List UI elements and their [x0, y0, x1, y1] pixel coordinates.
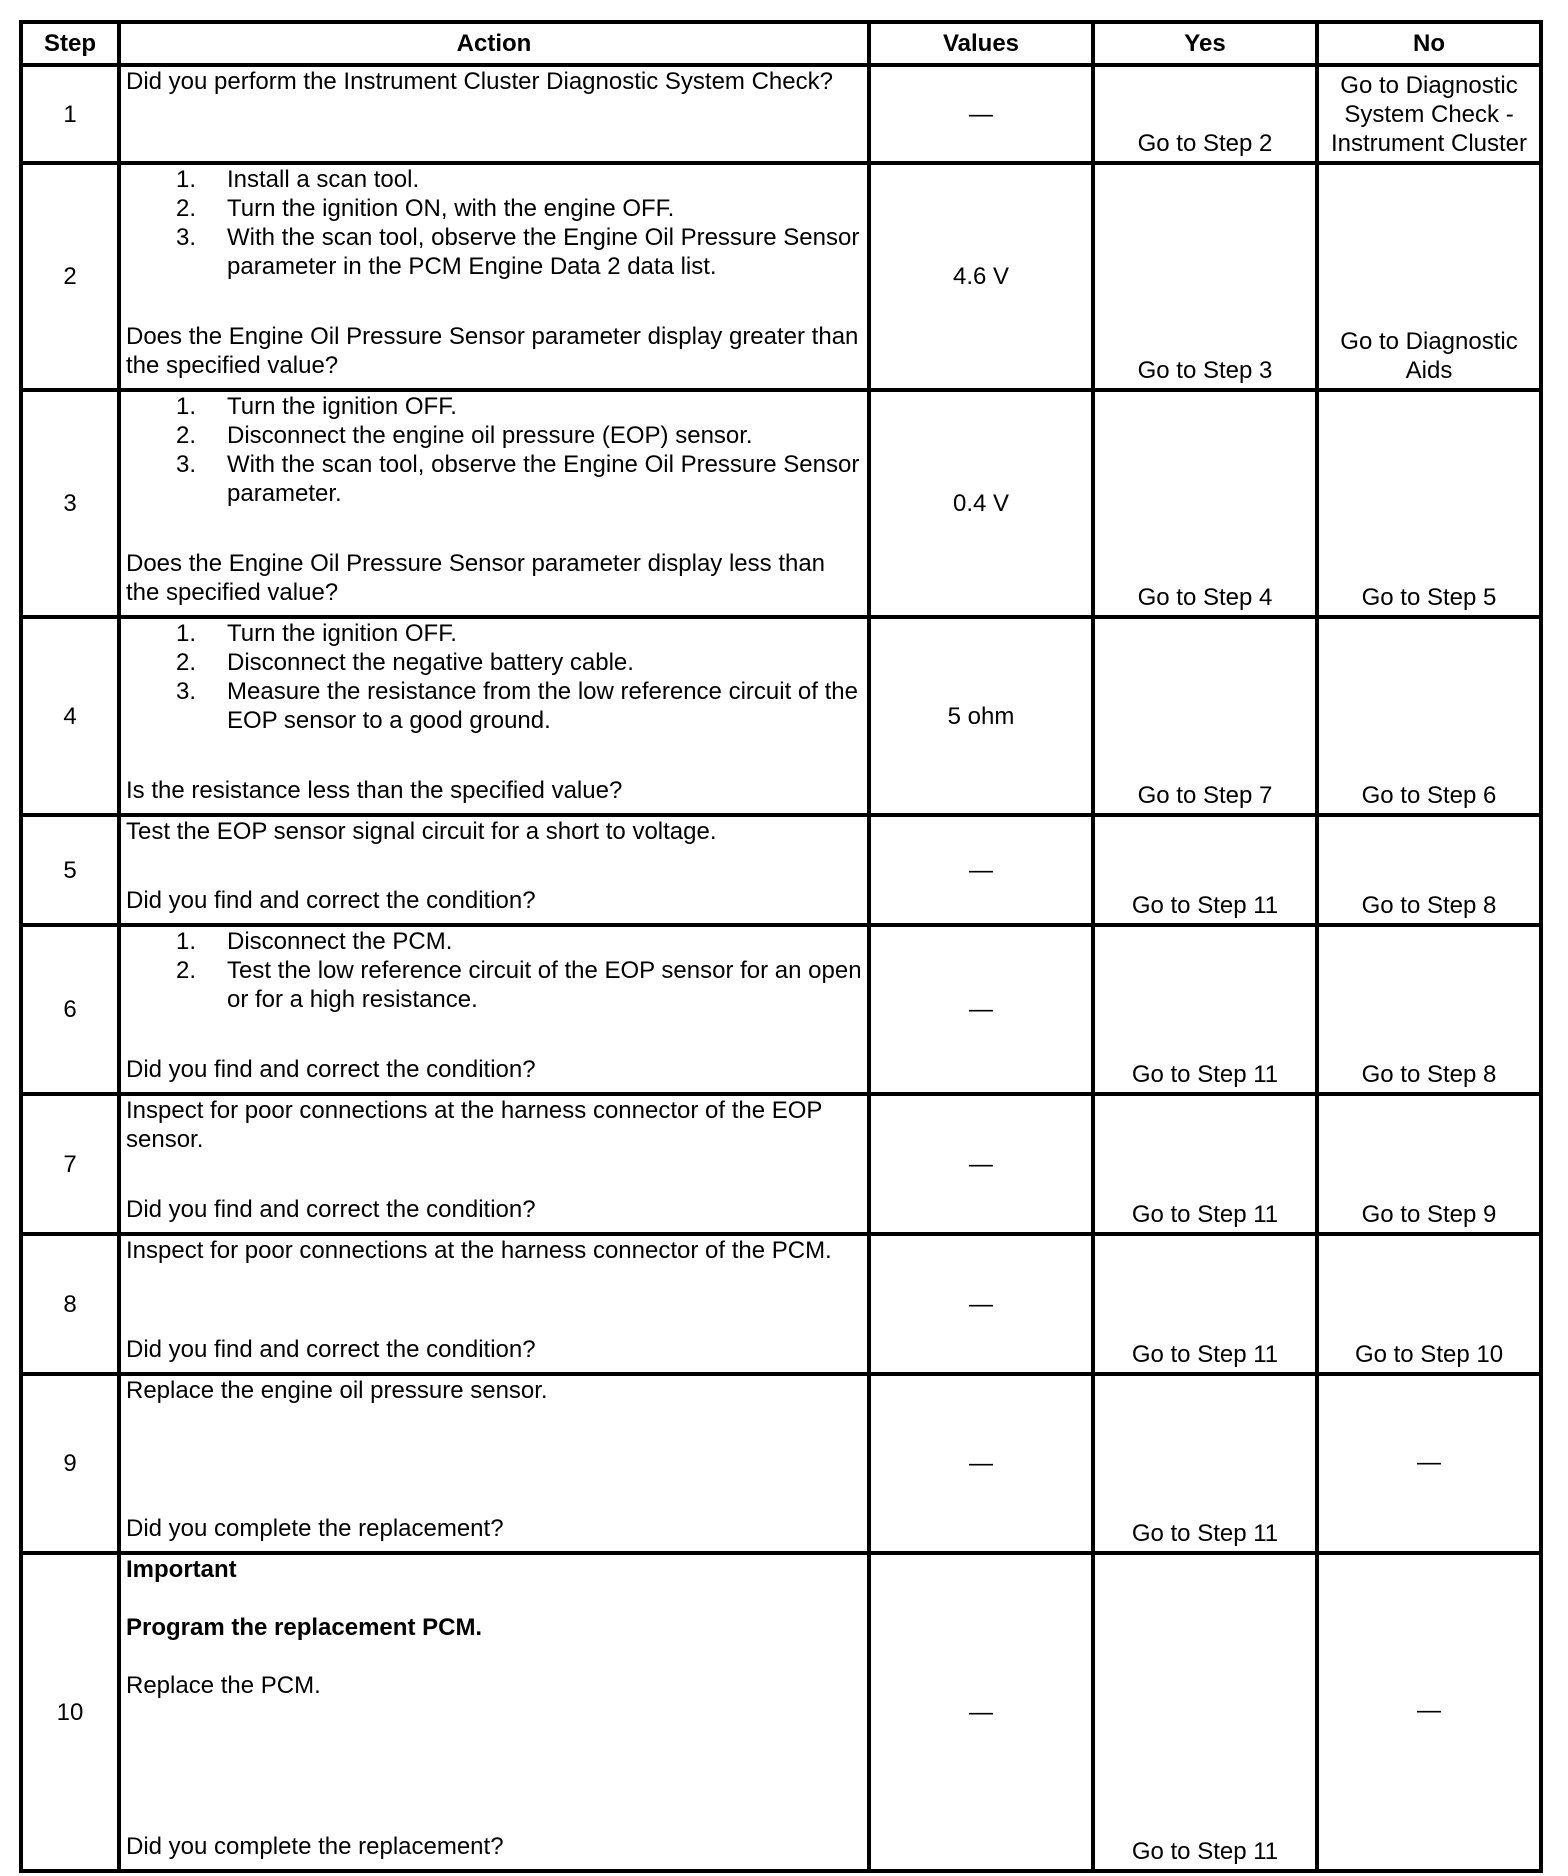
list-item: 1. Install a scan tool. — [176, 166, 420, 193]
value-cell: — — [869, 65, 1093, 163]
yes-cell: Go to Step 7 — [1093, 617, 1317, 815]
table-row — [21, 1553, 1541, 1871]
action-question: Did you find and correct the condition? — [126, 1056, 536, 1083]
action-cell — [119, 1234, 869, 1374]
table-row — [21, 65, 1541, 163]
table-row — [21, 925, 1541, 1094]
action-list — [126, 165, 862, 281]
list-item: 2. Turn the ignition ON, with the engine OFF. — [176, 195, 675, 222]
important-text: Program the replacement PCM. — [126, 1614, 483, 1641]
action-text: Inspect for poor connections at the harness connector of the EOP sensor. — [126, 1097, 822, 1153]
yes-cell: Go to Step 11 — [1093, 1374, 1317, 1553]
action-text: Test the EOP sensor signal circuit for a short to voltage. — [126, 818, 717, 845]
step-number: 2 — [21, 163, 119, 390]
action-list — [126, 619, 862, 735]
action-cell — [119, 1553, 869, 1871]
header-action: Action — [119, 22, 869, 65]
action-list — [126, 392, 862, 508]
action-text: Inspect for poor connections at the harness connector of the PCM. — [126, 1237, 832, 1264]
step-number: 7 — [21, 1094, 119, 1234]
list-item: 2. Test the low reference circuit of the EOP sensor for an open or for a high resistance. — [176, 957, 862, 1013]
header-step: Step — [21, 22, 119, 65]
action-question: Does the Engine Oil Pressure Sensor parameter display greater than the specified value? — [126, 323, 859, 379]
header-yes: Yes — [1093, 22, 1317, 65]
action-cell — [119, 815, 869, 925]
list-item: 2. Disconnect the engine oil pressure (EOP) sensor. — [176, 422, 753, 449]
yes-cell: Go to Step 11 — [1093, 815, 1317, 925]
action-question: Did you find and correct the condition? — [126, 1336, 536, 1363]
yes-cell: Go to Step 2 — [1093, 65, 1317, 163]
action-question: Did you complete the replacement? — [126, 1515, 504, 1542]
table-row — [21, 1094, 1541, 1234]
no-cell: Go to Step 8 — [1317, 815, 1541, 925]
value-cell: — — [869, 925, 1093, 1094]
table-row — [21, 163, 1541, 390]
value-cell: 4.6 V — [869, 163, 1093, 390]
no-cell: — — [1317, 1374, 1541, 1553]
yes-cell: Go to Step 11 — [1093, 1553, 1317, 1871]
table-row — [21, 1374, 1541, 1553]
yes-cell: Go to Step 3 — [1093, 163, 1317, 390]
action-cell — [119, 65, 869, 163]
important-label: Important — [126, 1556, 237, 1583]
list-item: 1. Turn the ignition OFF. — [176, 620, 457, 647]
list-item: 3. Measure the resistance from the low reference circuit of the EOP sensor to a good ground. — [176, 678, 858, 734]
step-number: 5 — [21, 815, 119, 925]
list-item: 1. Turn the ignition OFF. — [176, 393, 457, 420]
no-cell: Go to Step 8 — [1317, 925, 1541, 1094]
action-text: Replace the PCM. — [126, 1672, 321, 1699]
step-number: 6 — [21, 925, 119, 1094]
table-row — [21, 617, 1541, 815]
value-cell: 5 ohm — [869, 617, 1093, 815]
no-cell: Go to Step 5 — [1317, 390, 1541, 617]
no-cell: — — [1317, 1553, 1541, 1871]
action-text: Replace the engine oil pressure sensor. — [126, 1377, 548, 1404]
action-cell — [119, 1094, 869, 1234]
action-cell — [119, 925, 869, 1094]
table-row — [21, 1234, 1541, 1374]
value-cell: — — [869, 815, 1093, 925]
yes-cell: Go to Step 11 — [1093, 925, 1317, 1094]
step-number: 3 — [21, 390, 119, 617]
value-cell: — — [869, 1553, 1093, 1871]
action-question: Did you find and correct the condition? — [126, 887, 536, 914]
action-text: Did you perform the Instrument Cluster Diagnostic System Check? — [126, 68, 833, 95]
yes-cell: Go to Step 4 — [1093, 390, 1317, 617]
yes-cell: Go to Step 11 — [1093, 1094, 1317, 1234]
action-question: Did you find and correct the condition? — [126, 1196, 536, 1223]
action-cell — [119, 163, 869, 390]
list-item: 2. Disconnect the negative battery cable. — [176, 649, 634, 676]
step-number: 10 — [21, 1553, 119, 1871]
no-cell: Go to Step 6 — [1317, 617, 1541, 815]
table-row — [21, 815, 1541, 925]
action-cell — [119, 390, 869, 617]
action-cell — [119, 617, 869, 815]
no-cell: Go to Diagnostic System Check - Instrument Cluster — [1317, 65, 1541, 163]
no-cell: Go to Step 10 — [1317, 1234, 1541, 1374]
header-no: No — [1317, 22, 1541, 65]
header-values: Values — [869, 22, 1093, 65]
action-question: Did you complete the replacement? — [126, 1833, 504, 1860]
action-cell — [119, 1374, 869, 1553]
table-row — [21, 390, 1541, 617]
step-number: 9 — [21, 1374, 119, 1553]
step-number: 1 — [21, 65, 119, 163]
no-cell: Go to Step 9 — [1317, 1094, 1541, 1234]
step-number: 4 — [21, 617, 119, 815]
header-row — [21, 22, 1541, 65]
value-cell: — — [869, 1234, 1093, 1374]
list-item: 3. With the scan tool, observe the Engine Oil Pressure Sensor parameter. — [176, 451, 860, 507]
list-item: 3. With the scan tool, observe the Engine Oil Pressure Sensor parameter in the PCM Engine Data 2 data list. — [176, 224, 860, 280]
diagnostic-table — [19, 20, 1543, 1873]
no-cell: Go to Diagnostic Aids — [1317, 163, 1541, 390]
value-cell: — — [869, 1374, 1093, 1553]
action-question: Is the resistance less than the specified value? — [126, 777, 623, 804]
value-cell: — — [869, 1094, 1093, 1234]
list-item: 1. Disconnect the PCM. — [176, 928, 453, 955]
step-number: 8 — [21, 1234, 119, 1374]
yes-cell: Go to Step 11 — [1093, 1234, 1317, 1374]
action-list — [126, 927, 862, 1014]
value-cell: 0.4 V — [869, 390, 1093, 617]
action-question: Does the Engine Oil Pressure Sensor parameter display less than the specified value? — [126, 550, 826, 606]
